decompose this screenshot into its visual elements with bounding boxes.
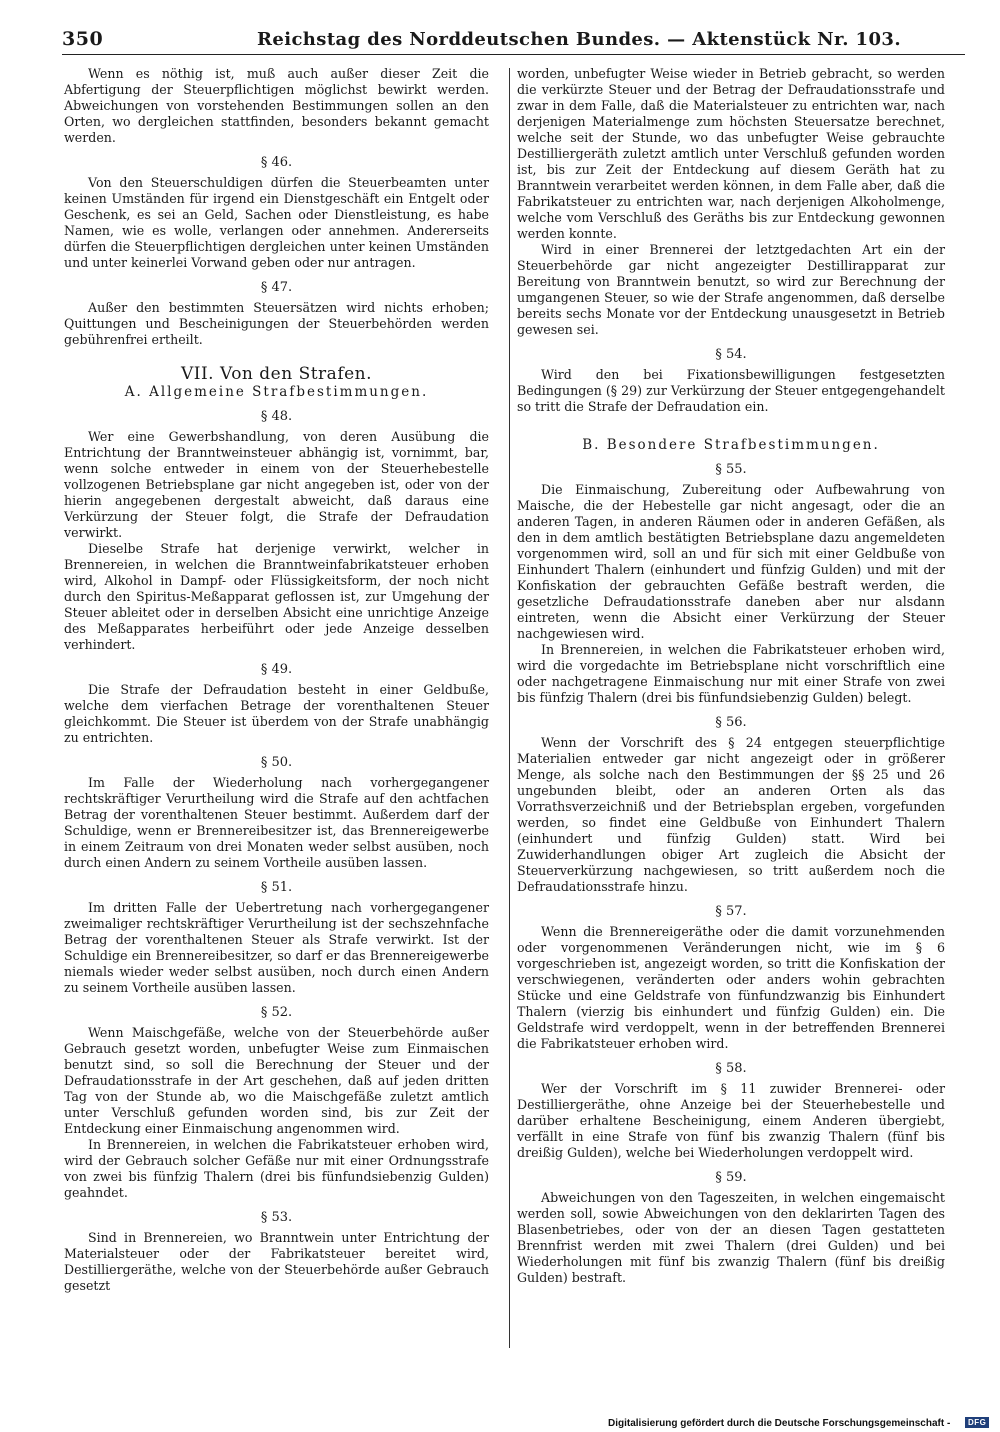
paragraph: Wird in einer Brennerei der letztgedachten Art ein der Steuerbehörde gar nicht angezeigter Destillirapparat zur Bereitung von Branntwein benutzt, so wird zur Berechnung der umgangenen Steuer, so wie der Strafe angenommen, daß derselbe bereits sechs Monate vor der Entdeckung unausgesetzt in Betrieb gewesen sei.	[517, 242, 945, 337]
section-heading-58: § 58.	[715, 1061, 747, 1076]
paragraph: Wer eine Gewerbshandlung, von deren Ausübung die Entrichtung der Branntweinsteuer abhängig ist, vornimmt, bar, wenn solche entweder in einem von der Steuerhebestelle vollzogenen Betriebsplane gar nicht angegeben ist, oder von der hierin angegebenen dergestalt abweicht, daß daraus eine Verkürzung der Steuer folgt, die Strafe der Defraudation verwirkt.	[64, 429, 489, 540]
section-heading-52: § 52.	[260, 1005, 293, 1020]
paragraph: Die Einmaischung, Zubereitung oder Aufbewahrung von Maische, die der Hebestelle gar nicht angesagt, oder die an anderen Tagen, in anderen Räumen oder in anderen Gefäßen, als den in dem amtlich bestätigten Betriebsplane dazu angemeldeten vorgenommen wird, soll an und für sich mit einer Geldbuße von Einhundert Thalern (einhundert und fünfzig Gulden) und mit der Konfiskation der gebrauchten Gefäße bestraft werden, die gesetzliche Defraudationsstrafe daneben aber nur alsdann eintreten, wenn die Absicht einer Verkürzung der Steuer nachgewiesen wird.	[517, 482, 945, 641]
paragraph: Von den Steuerschuldigen dürfen die Steuerbeamten unter keinen Umständen für irgend ein Dienstgeschäft ein Entgelt oder Geschenk, es sei an Geld, Sachen oder Dienstleistung, es habe Namen, wie es wolle, verlangen oder annehmen. Andererseits dürfen die Steuerpflichtigen dergleichen unter keinen Umständen und unter keinerlei Vorwand geben oder nur antragen.	[64, 175, 489, 270]
page-number: 350	[62, 28, 104, 50]
paragraph: Sind in Brennereien, wo Branntwein unter Entrichtung der Materialsteuer oder der Fabrikatsteuer bereitet wird, Destilliergeräthe, welche von der Steuerbehörde außer Gebrauch gesetzt	[64, 1230, 489, 1293]
paragraph: Abweichungen von den Tageszeiten, in welchen eingemaischt werden soll, sowie Abweichungen von den deklarirten Tagen des Blasenbetriebes, oder von der an diesen Tagen gestatteten Brennfrist werden mit zwei Thalern (drei Gulden) und bei Wiederholungen mit fünf bis zwanzig Thalern (fünf bis dreißig Gulden) bestraft.	[517, 1190, 945, 1285]
paragraph: Außer den bestimmten Steuersätzen wird nichts erhoben; Quittungen und Bescheinigungen der Steuerbehörden werden gebührenfrei ertheilt.	[64, 300, 489, 347]
section-heading-49: § 49.	[260, 662, 293, 677]
right-column	[517, 66, 945, 1286]
paragraph: Wenn Maischgefäße, welche von der Steuerbehörde außer Gebrauch gesetzt worden, unbefugter Weise zum Einmaischen benutzt sind, so soll die Berechnung der Steuer und der Defraudationsstrafe in der Art geschehen, daß auf jeden dritten Tag von der Stunde ab, wo die Maischgefäße zuletzt amtlich unter Verschluß gefunden worden sind, bis zur Zeit der Entdeckung einer Einmaischung angenommen wird.	[64, 1025, 489, 1136]
paragraph: Im Falle der Wiederholung nach vorhergegangener rechtskräftiger Verurtheilung wird die Strafe auf den achtfachen Betrag der vorenthaltenen Steuer bestimmt. Außerdem darf der Schuldige, wenn er Brennereibesitzer ist, das Brennereigewerbe in einem Zeitraum von drei Monaten weder selbst ausüben, noch durch einen Andern zu seinem Vortheile ausüben lassen.	[64, 775, 489, 870]
paragraph: Dieselbe Strafe hat derjenige verwirkt, welcher in Brennereien, in welchen die Branntweinfabrikatsteuer erhoben wird, Alkohol in Dampf- oder Flüssigkeitsform, der noch nicht durch den Spiritus-Meßapparat geflossen ist, zur Umgehung der Steuer ableitet oder in derselben Absicht eine unrichtige Anzeige des Meßapparates herbeiführt oder jede Anzeige desselben verhindert.	[64, 541, 489, 652]
header-rule	[62, 54, 965, 55]
section-heading-50: § 50.	[260, 755, 293, 770]
chapter-heading: VII. Von den Strafen.	[180, 364, 373, 384]
section-heading-57: § 57.	[715, 904, 747, 919]
section-heading-54: § 54.	[715, 347, 747, 362]
section-heading-55: § 55.	[715, 462, 747, 477]
dfg-logo: DFG	[965, 1417, 989, 1428]
paragraph: Wenn die Brennereigeräthe oder die damit vorzunehmenden oder vorgenommenen Veränderungen nicht, wie im § 6 vorgeschrieben ist, angezeigt worden, so tritt die Konfiskation der verschwiegenen, veränderten oder anders wohin gebrachten Stücke und eine Geldstrafe von fünfundzwanzig bis Einhundert Thalern (vierzig bis einhundert und fünfzig Gulden) ein. Die Geldstrafe wird verdoppelt, wenn in der betreffenden Brennerei die Fabrikatsteuer erhoben wird.	[517, 924, 945, 1051]
paragraph: Wenn es nöthig ist, muß auch außer dieser Zeit die Abfertigung der Steuerpflichtigen möglichst bewirkt werden. Abweichungen von vorstehenden Bestimmungen sollen an den Orten, wo dergleichen stattfinden, besonders bekannt gemacht werden.	[64, 66, 489, 145]
subheading-general-penalties: A. Allgemeine Strafbestimmungen.	[124, 384, 429, 400]
paragraph: worden, unbefugter Weise wieder in Betrieb gebracht, so werden die verkürzte Steuer und der Betrag der Defraudationsstrafe und zwar in dem Falle, daß die Materialsteuer zu entrichten war, nach derjenigen Materialmenge zum höchsten Steuersatze berechnet, welche seit der Stunde, wo das unbefugter Weise gebrauchte Destilliergeräth zuletzt amtlich unter Verschluß gefunden worden ist, bis zur Zeit der Entdeckung auf diesem Geräth hat zu Branntwein verarbeitet werden können, in dem Falle aber, daß die Fabrikatsteuer zu entrichten war, nach derjenigen Alkoholmenge, welche vom Verschluß des Geräths bis zur Entdeckung gewonnen werden konnte.	[517, 66, 945, 241]
page-header	[62, 28, 962, 52]
paragraph: Die Strafe der Defraudation besteht in einer Geldbuße, welche dem vierfachen Betrage der vorenthaltenen Steuer gleichkommt. Die Steuer ist überdem von der Strafe unabhängig zu entrichten.	[64, 682, 489, 745]
paragraph: Wer der Vorschrift im § 11 zuwider Brennerei- oder Destilliergeräthe, ohne Anzeige bei der Steuerhebestelle und darüber erhaltene Bescheinigung, einem Anderen übergiebt, verfällt in eine Strafe von fünf bis zwanzig Thalern (fünf bis dreißig Gulden), welche bei Wiederholungen verdoppelt wird.	[517, 1081, 945, 1160]
left-column	[64, 66, 489, 1294]
paragraph: In Brennereien, in welchen die Fabrikatsteuer erhoben wird, wird die vorgedachte im Betriebsplane nicht vorschriftlich eine oder nachgetragene Einmaischung nur mit einer Strafe von zwei bis fünfzig Thalern (drei bis fünfundsiebenzig Gulden) belegt.	[517, 642, 945, 705]
footer-text: Digitalisierung gefördert durch die Deutsche Forschungsgemeinschaft -	[608, 1418, 951, 1429]
paragraph: Wenn der Vorschrift des § 24 entgegen steuerpflichtige Materialien entweder gar nicht angezeigt oder in größerer Menge, als solche nach den Bestimmungen der §§ 25 und 26 ungebunden bleibt, oder an anderen Orten als das Vorrathsverzeichniß und der Betriebsplan ergeben, vorgefunden werden, so findet eine Geldbuße von Einhundert Thalern (einhundert und fünfzig Gulden) statt. Wird bei Zuwiderhandlungen obiger Art zugleich die Absicht der Steuerverkürzung nachgewiesen, so tritt außerdem noch die Defraudationsstrafe hinzu.	[517, 735, 945, 894]
paragraph: In Brennereien, in welchen die Fabrikatsteuer erhoben wird, wird der Gebrauch solcher Gefäße nur mit einer Ordnungsstrafe von zwei bis fünfzig Thalern (drei bis fünfundsiebenzig Gulden) geahndet.	[64, 1137, 489, 1200]
section-heading-56: § 56.	[715, 715, 747, 730]
digitization-footer	[608, 1418, 998, 1432]
section-heading-48: § 48.	[260, 409, 293, 424]
section-heading-47: § 47.	[260, 280, 293, 295]
running-title: Reichstag des Norddeutschen Bundes. — Aktenstück Nr. 103.	[257, 29, 901, 50]
paragraph: Im dritten Falle der Uebertretung nach vorhergegangener zweimaliger rechtskräftiger Verurtheilung ist der sechszehnfache Betrag der vorenthaltenen Steuer als Strafe verwirkt. Ist der Schuldige ein Brennereibesitzer, so darf er das Brennereigewerbe niemals wieder weder selbst ausüben, noch durch einen Andern zu seinem Vortheile ausüben lassen.	[64, 900, 489, 995]
subheading-special-penalties: B. Besondere Strafbestimmungen.	[582, 437, 880, 453]
paragraph: Wird den bei Fixationsbewilligungen festgesetzten Bedingungen (§ 29) zur Verkürzung der Steuer entgegengehandelt so tritt die Strafe der Defraudation ein.	[517, 367, 945, 414]
section-heading-46: § 46.	[260, 155, 293, 170]
section-heading-53: § 53.	[260, 1210, 293, 1225]
section-heading-59: § 59.	[715, 1170, 747, 1185]
section-heading-51: § 51.	[260, 880, 293, 895]
column-divider	[509, 68, 510, 1348]
